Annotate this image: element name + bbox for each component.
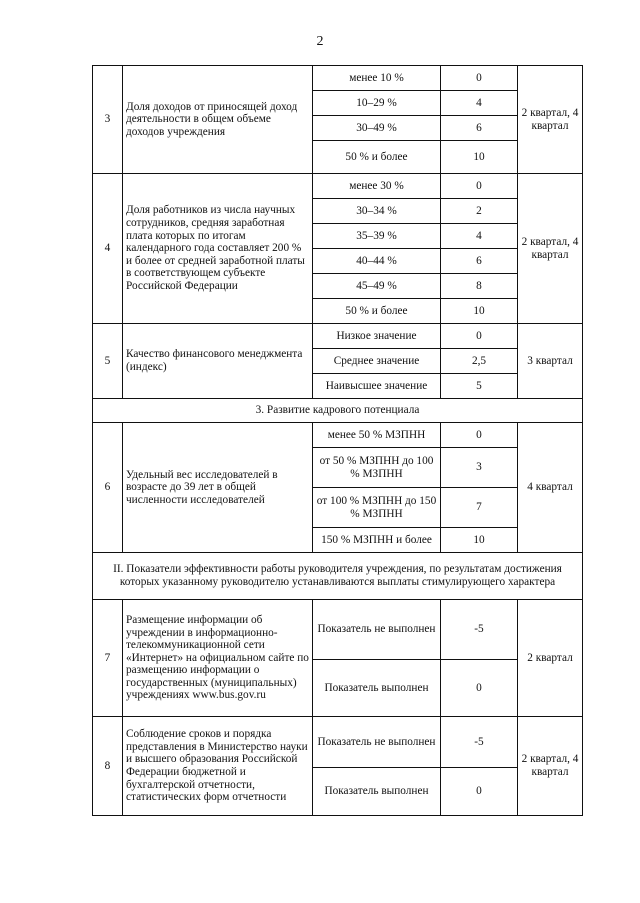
section-title: II. Показатели эффективности работы руководителя учреждения, по результатам достижения которых указанному руководителю устанавливаются выплаты стимулирующего характера xyxy=(93,553,583,600)
table-row xyxy=(93,324,583,349)
points-cell: 6 xyxy=(441,116,518,141)
points-cell: 0 xyxy=(441,66,518,91)
criterion-cell: Показатель не выполнен xyxy=(313,717,441,768)
indicator-name: Доля работников из числа научных сотрудников, средняя заработная плата которых по итогам календарного года составляет 200 % и более от средней заработной платы в соответствующем субъекте Российской Федерации xyxy=(123,174,313,324)
points-cell: 10 xyxy=(441,141,518,174)
section-title: 3. Развитие кадрового потенциала xyxy=(93,399,583,423)
indicators-table xyxy=(92,65,583,816)
table-row xyxy=(93,66,583,91)
points-cell: 4 xyxy=(441,91,518,116)
points-cell: 0 xyxy=(441,324,518,349)
criterion-cell: 40–44 % xyxy=(313,249,441,274)
criterion-cell: 150 % МЗПНН и более xyxy=(313,528,441,553)
points-cell: 6 xyxy=(441,249,518,274)
indicator-name: Качество финансового менеджмента (индекс) xyxy=(123,324,313,399)
criterion-cell: менее 50 % МЗПНН xyxy=(313,423,441,448)
row-number: 4 xyxy=(93,174,123,324)
criterion-cell: от 50 % МЗПНН до 100 % МЗПНН xyxy=(313,448,441,488)
period-cell: 2 квартал, 4 квартал xyxy=(518,66,583,174)
points-cell: 10 xyxy=(441,299,518,324)
criterion-cell: 50 % и более xyxy=(313,141,441,174)
period-cell: 2 квартал, 4 квартал xyxy=(518,717,583,816)
points-cell: 0 xyxy=(441,660,518,717)
period-cell: 4 квартал xyxy=(518,423,583,553)
criterion-cell: Наивысшее значение xyxy=(313,374,441,399)
criterion-cell: Низкое значение xyxy=(313,324,441,349)
criterion-cell: 35–39 % xyxy=(313,224,441,249)
criterion-cell: Показатель выполнен xyxy=(313,660,441,717)
period-cell: 2 квартал xyxy=(518,600,583,717)
row-number: 6 xyxy=(93,423,123,553)
criterion-cell: Среднее значение xyxy=(313,349,441,374)
points-cell: 8 xyxy=(441,274,518,299)
table-row xyxy=(93,423,583,448)
points-cell: 3 xyxy=(441,448,518,488)
points-cell: 7 xyxy=(441,488,518,528)
row-number: 8 xyxy=(93,717,123,816)
criterion-cell: 50 % и более xyxy=(313,299,441,324)
points-cell: 10 xyxy=(441,528,518,553)
section-header-row xyxy=(93,553,583,600)
points-cell: 0 xyxy=(441,174,518,199)
criterion-cell: 10–29 % xyxy=(313,91,441,116)
row-number: 3 xyxy=(93,66,123,174)
points-cell: 5 xyxy=(441,374,518,399)
criterion-cell: менее 10 % xyxy=(313,66,441,91)
table-row xyxy=(93,600,583,660)
indicator-name: Размещение информации об учреждении в информационно-телекоммуникационной сети «Интернет» на официальном сайте по размещению информации о государственных (муниципальных) учреждениях www.bus.gov.ru xyxy=(123,600,313,717)
points-cell: 4 xyxy=(441,224,518,249)
row-number: 7 xyxy=(93,600,123,717)
row-number: 5 xyxy=(93,324,123,399)
points-cell: 0 xyxy=(441,423,518,448)
criterion-cell: 45–49 % xyxy=(313,274,441,299)
criterion-cell: от 100 % МЗПНН до 150 % МЗПНН xyxy=(313,488,441,528)
points-cell: 2 xyxy=(441,199,518,224)
points-cell: 0 xyxy=(441,768,518,816)
period-cell: 2 квартал, 4 квартал xyxy=(518,174,583,324)
table-row xyxy=(93,174,583,199)
criterion-cell: Показатель выполнен xyxy=(313,768,441,816)
criterion-cell: Показатель не выполнен xyxy=(313,600,441,660)
period-cell: 3 квартал xyxy=(518,324,583,399)
table-row xyxy=(93,717,583,768)
page-number: 2 xyxy=(316,34,324,49)
points-cell: -5 xyxy=(441,600,518,660)
criterion-cell: 30–34 % xyxy=(313,199,441,224)
points-cell: -5 xyxy=(441,717,518,768)
indicator-name: Соблюдение сроков и порядка представления в Министерство науки и высшего образования Российской Федерации бюджетной и бухгалтерской отчетности, статистических форм отчетности xyxy=(123,717,313,816)
indicator-name: Удельный вес исследователей в возрасте до 39 лет в общей численности исследователей xyxy=(123,423,313,553)
criterion-cell: 30–49 % xyxy=(313,116,441,141)
indicator-name: Доля доходов от приносящей доход деятельности в общем объеме доходов учреждения xyxy=(123,66,313,174)
section-header-row xyxy=(93,399,583,423)
points-cell: 2,5 xyxy=(441,349,518,374)
criterion-cell: менее 30 % xyxy=(313,174,441,199)
